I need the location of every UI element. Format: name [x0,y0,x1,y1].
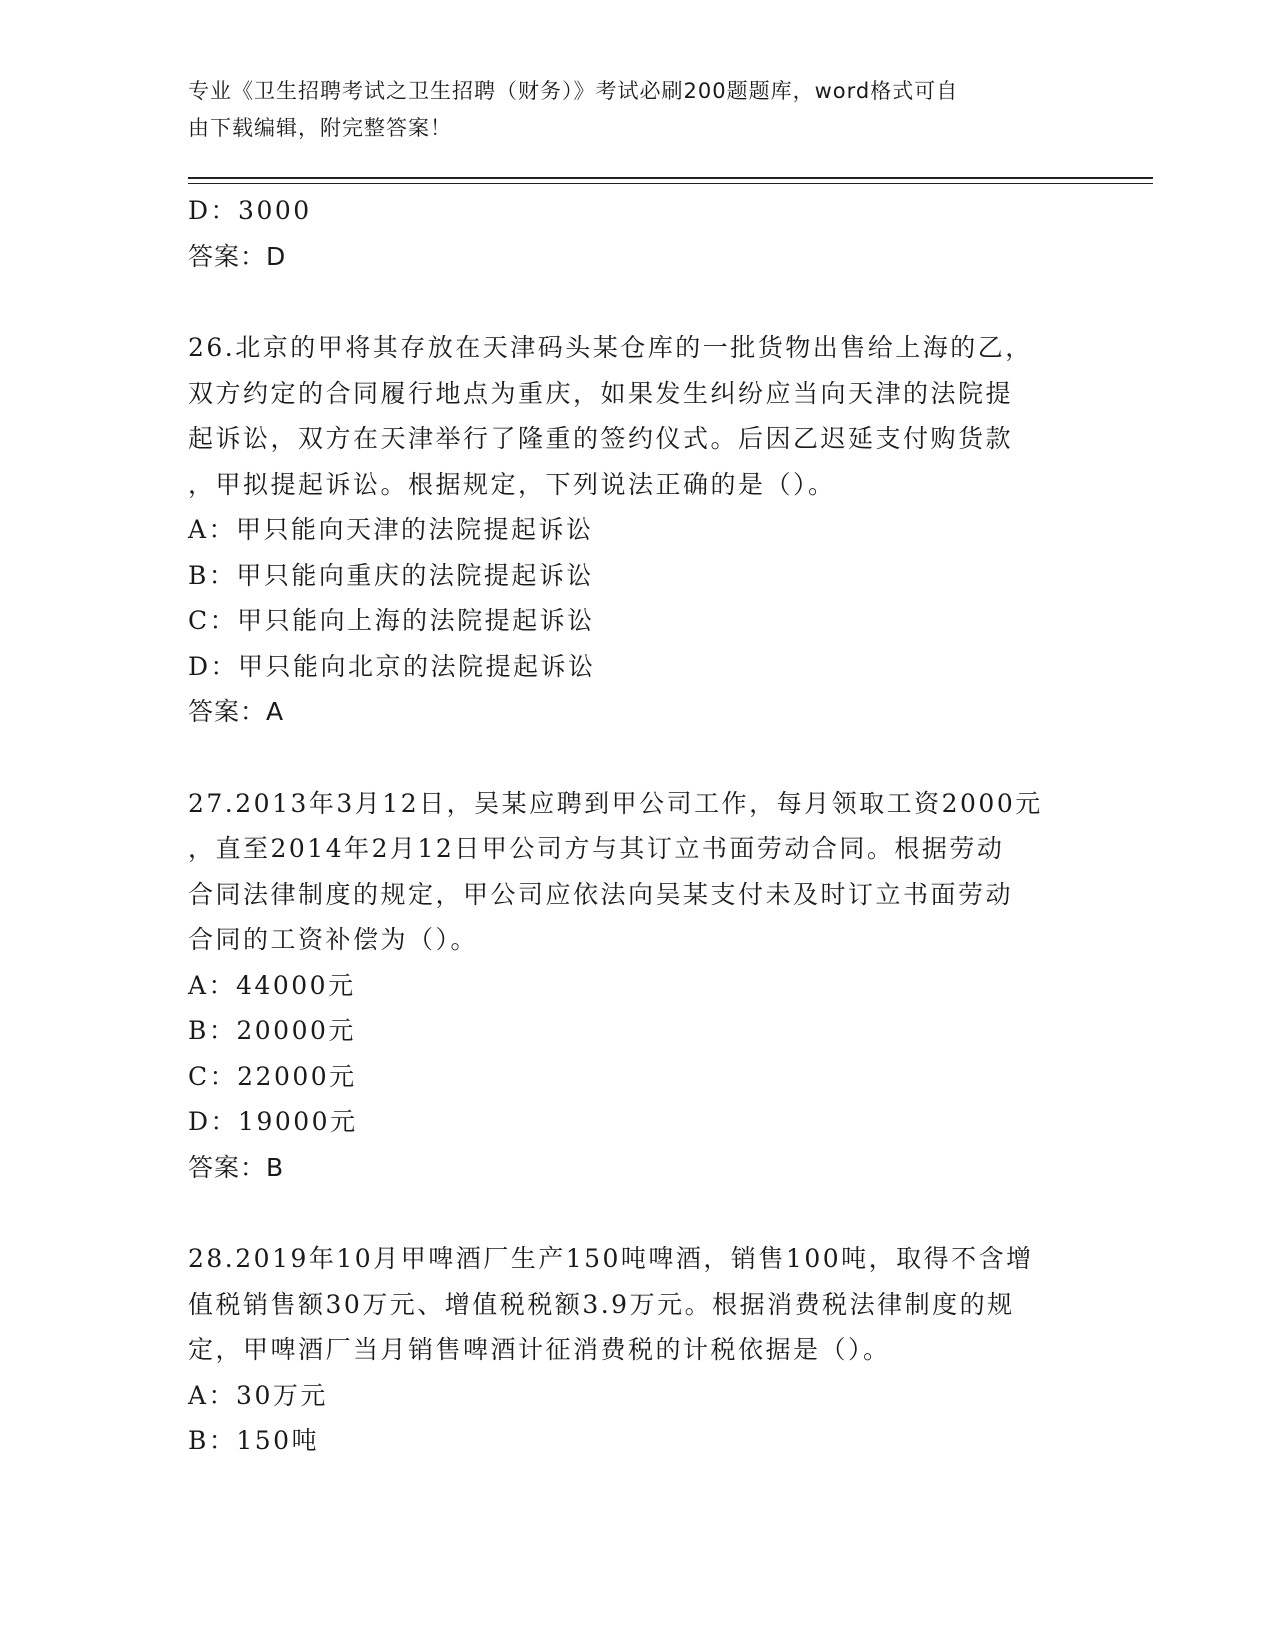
document-header [188,73,1068,147]
question-26 [188,325,1088,735]
question-text-line: ，甲拟提起诉讼。根据规定，下列说法正确的是（）。 [188,469,836,499]
spacer [188,279,1088,325]
question-text-line: 合同法律制度的规定，甲公司应依法向吴某支付未及时订立书面劳动 [188,879,1014,909]
document-body [188,188,1088,1464]
question-text-line: 合同的工资补偿为（）。 [188,925,479,954]
question-text-line: 起诉讼，双方在天津举行了隆重的签约仪式。后因乙迟延支付购货款 [188,424,1014,453]
option-a: A：甲只能向天津的法院提起诉讼 [188,515,594,544]
prev-answer: 答案：D [188,241,287,271]
question-27 [188,781,1088,1191]
question-text-line: ，直至2014年2月12日甲公司方与其订立书面劳动合同。根据劳动 [188,834,1005,863]
option-a: A：44000元 [188,970,356,1000]
option-d: D：甲只能向北京的法院提起诉讼 [188,651,596,681]
question-text-line: 27.2013年3月12日，吴某应聘到甲公司工作，每月领取工资2000元 [188,788,1043,818]
option-c: C：22000元 [188,1061,357,1091]
spacer [188,1190,1088,1236]
question-text-line: 28.2019年10月甲啤酒厂生产150吨啤酒，销售100吨，取得不含增 [188,1244,1034,1273]
spacer [188,735,1088,781]
answer: 答案：B [188,1152,285,1182]
option-b: B：甲只能向重庆的法院提起诉讼 [188,560,594,590]
prev-option-d: D：3000 [188,196,312,225]
option-a: A：30万元 [188,1380,328,1410]
question-text-line: 值税销售额30万元、增值税税额3.9万元。根据消费税法律制度的规 [188,1289,1015,1319]
question-text-line: 双方约定的合同履行地点为重庆，如果发生纠纷应当向天津的法院提 [188,378,1014,408]
answer: 答案：A [188,697,285,726]
header-title-line-1: 专业《卫生招聘考试之卫生招聘（财务）》考试必刷200题题库，word格式可自 [188,79,959,103]
option-b: B：20000元 [188,1016,356,1045]
question-28 [188,1236,1088,1464]
question-text-line: 26.北京的甲将其存放在天津码头某仓库的一批货物出售给上海的乙， [188,333,1033,362]
header-divider [188,177,1153,184]
option-b: B：150吨 [188,1426,320,1455]
header-title-line-2: 由下载编辑，附完整答案！ [188,116,452,140]
option-c: C：甲只能向上海的法院提起诉讼 [188,606,595,635]
question-text-line: 定，甲啤酒厂当月销售啤酒计征消费税的计税依据是（）。 [188,1335,891,1364]
option-d: D：19000元 [188,1107,358,1136]
